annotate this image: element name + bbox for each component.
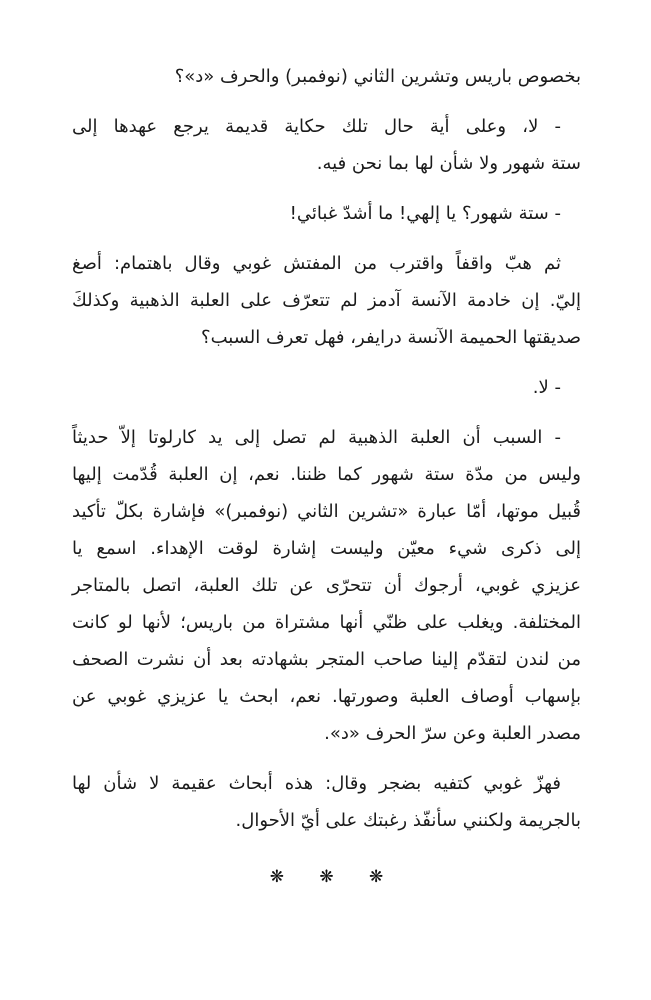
paragraph [72, 419, 581, 752]
text-line: - السبب أن العلبة الذهبية لم تصل إلى يد كارلوتا إلاّ حديثاً [72, 427, 561, 448]
text-line: عزيزي غوبي، أرجوك أن تتحرّى عن تلك العلبة، اتصل بالمتاجر [72, 575, 581, 596]
text-line: بإسهاب أوصاف العلبة وصورتها. نعم، ابحث يا عزيزي غوبي عن [72, 686, 581, 707]
text-line: - ستة شهور؟ يا إلهي! ما أشدّ غبائي! [289, 203, 561, 224]
paragraph [72, 58, 581, 95]
text-line: المختلفة. ويغلب على ظنّي أنها مشتراة من باريس؛ لأنها لو كانت [72, 612, 581, 633]
section-divider: ❋ ❋ ❋ [269, 867, 384, 887]
text-line: إليّ. إن خادمة الآنسة آدمز لم تتعرّف على العلبة الذهبية وكذلكَ [72, 290, 581, 311]
text-line: وليس من مدّة ستة شهور كما ظننا. نعم، إن العلبة قُدّمت إليها [72, 464, 581, 485]
paragraph [72, 245, 581, 356]
paragraph [72, 369, 581, 406]
text-line: قُبيل موتها، أمّا عبارة «تشرين الثاني (نوفمبر)» فإشارة بكلّ تأكيد [72, 501, 581, 522]
text-line: - لا، وعلى أية حال تلك حكاية قديمة يرجع عهدها إلى [72, 116, 561, 137]
text-line: ثم هبّ واقفاً واقترب من المفتش غوبي وقال باهتمام: أصغ [72, 253, 561, 274]
text-line: بخصوص باريس وتشرين الثاني (نوفمبر) والحرف «د»؟ [174, 66, 581, 87]
text-line: إلى ذكرى شيء معيّن وليست إشارة لوقت الإهداء. اسمع يا [72, 538, 581, 559]
text-line: ستة شهور ولا شأن لها بما نحن فيه. [316, 153, 581, 174]
paragraph [72, 765, 581, 839]
text-line: من لندن لتقدّم إلينا صاحب المتجر بشهادته بعد أن نشرت الصحف [72, 649, 581, 670]
text-line: فهزّ غوبي كتفيه بضجر وقال: هذه أبحاث عقيمة لا شأن لها [72, 773, 561, 794]
text-line: - لا. [532, 377, 561, 398]
text-line: صديقتها الحميمة الآنسة درايفر، فهل تعرف السبب؟ [201, 327, 581, 348]
paragraph [72, 195, 581, 232]
text-line: بالجريمة ولكنني سأنفّذ رغبتك على أيّ الأحوال. [235, 810, 581, 831]
paragraph [72, 108, 581, 182]
text-line: مصدر العلبة وعن سرّ الحرف «د». [324, 723, 581, 744]
